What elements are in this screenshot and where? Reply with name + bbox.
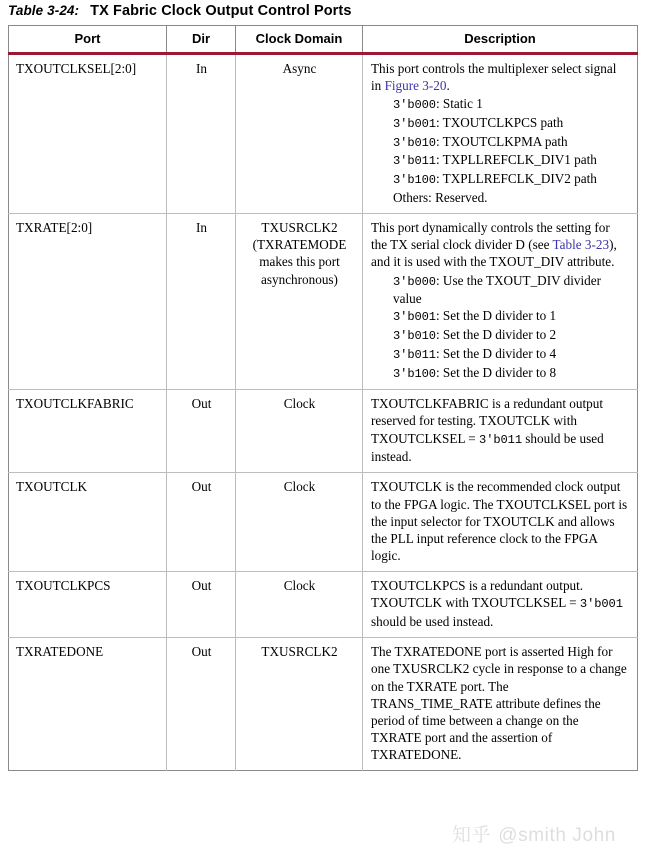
table-header-row bbox=[9, 26, 638, 54]
description-paragraph bbox=[371, 577, 628, 630]
description-paragraph bbox=[371, 219, 628, 270]
option-code-literal: 3'b000 bbox=[393, 98, 436, 113]
description-option-item bbox=[371, 95, 628, 114]
cell-clock-domain bbox=[236, 390, 363, 473]
clock-domain-name: Clock bbox=[283, 396, 316, 412]
cell-description bbox=[363, 638, 638, 771]
column-header-dir: Dir bbox=[167, 26, 236, 54]
description-paragraph bbox=[371, 478, 628, 564]
description-text: ), and it is used with the TXOUT_DIV attribute. bbox=[371, 237, 617, 270]
description-option-item bbox=[371, 170, 628, 189]
watermark bbox=[452, 820, 616, 847]
option-code-literal: 3'b010 bbox=[393, 329, 436, 344]
description-option-item bbox=[371, 114, 628, 133]
cell-clock-domain bbox=[236, 54, 363, 214]
cell-dir: Out bbox=[167, 473, 236, 572]
description-option-item bbox=[371, 364, 628, 383]
table-caption-label: Table 3-24: bbox=[8, 3, 80, 18]
description-text: . bbox=[446, 78, 450, 94]
cell-port: TXOUTCLKPCS bbox=[9, 572, 167, 638]
description-text: should be used instead. bbox=[371, 614, 494, 630]
description-text: This port dynamically controls the setting for the TX serial clock divider D (see bbox=[371, 220, 610, 253]
description-paragraph bbox=[371, 395, 628, 465]
cell-port: TXOUTCLK bbox=[9, 473, 167, 572]
clock-domain-name: Async bbox=[282, 61, 317, 76]
description-option-item bbox=[371, 307, 628, 326]
column-header-description: Description bbox=[363, 26, 638, 54]
description-option-item bbox=[371, 326, 628, 345]
table-row bbox=[9, 473, 638, 572]
option-code-literal: 3'b000 bbox=[393, 274, 436, 289]
cell-description bbox=[363, 214, 638, 390]
clock-domain-name: TXUSRCLK2 bbox=[261, 644, 338, 660]
option-code-literal: 3'b010 bbox=[393, 135, 436, 150]
cell-clock-domain bbox=[236, 214, 363, 390]
ports-table-container bbox=[8, 25, 637, 771]
cell-description bbox=[363, 54, 638, 214]
option-label: : Set the D divider to 8 bbox=[435, 364, 557, 380]
description-option-item bbox=[371, 151, 628, 170]
option-code-literal: 3'b100 bbox=[393, 366, 436, 381]
description-option-item bbox=[371, 189, 628, 206]
table-row bbox=[9, 390, 638, 473]
cell-dir: In bbox=[167, 214, 236, 390]
option-code-literal: 3'b011 bbox=[393, 347, 436, 362]
cell-description bbox=[363, 572, 638, 638]
clock-domain-note: (TXRATEMODE makes this port asynchronous) bbox=[252, 237, 347, 287]
description-code-literal: 3'b001 bbox=[579, 597, 623, 612]
ports-table bbox=[8, 25, 638, 771]
description-text: The TXRATEDONE port is asserted High for one TXUSRCLK2 cycle in response to a change on the TXRATE port. The TRANS_TIME_RATE attribute defines the period of time between a change on the TXRATE port and the assertion of TXRATEDONE. bbox=[371, 644, 627, 763]
option-label: : Static 1 bbox=[435, 96, 483, 112]
description-text: TXOUTCLKFABRIC is a redundant output reserved for testing. TXOUTCLK with TXOUTCLKSEL = bbox=[371, 396, 603, 446]
cell-port: TXOUTCLKSEL[2:0] bbox=[9, 54, 167, 214]
clock-domain-name: TXUSRCLK2 bbox=[261, 220, 338, 236]
column-header-clock-domain: Clock Domain bbox=[236, 26, 363, 54]
watermark-zhihu-logo: 知乎 bbox=[452, 825, 492, 846]
description-cross-reference-link[interactable]: Figure 3-20 bbox=[384, 78, 447, 94]
cell-clock-domain bbox=[236, 572, 363, 638]
description-option-item bbox=[371, 345, 628, 364]
description-code-literal: 3'b011 bbox=[479, 432, 522, 447]
watermark-handle: @smith John bbox=[498, 825, 616, 846]
table-row bbox=[9, 572, 638, 638]
table-row bbox=[9, 214, 638, 390]
table-caption bbox=[8, 2, 352, 20]
cell-dir: Out bbox=[167, 572, 236, 638]
cell-description bbox=[363, 390, 638, 473]
description-option-item bbox=[371, 133, 628, 152]
table-header bbox=[9, 26, 638, 54]
cell-port: TXOUTCLKFABRIC bbox=[9, 390, 167, 473]
option-label: : TXPLLREFCLK_DIV2 path bbox=[435, 171, 597, 187]
description-cross-reference-link[interactable]: Table 3-23 bbox=[552, 237, 610, 253]
cell-dir: Out bbox=[167, 638, 236, 771]
option-code-literal: 3'b100 bbox=[393, 173, 436, 188]
table-caption-title: TX Fabric Clock Output Control Ports bbox=[90, 3, 352, 19]
clock-domain-name: Clock bbox=[283, 479, 316, 495]
option-label: : Use the TXOUT_DIV divider value bbox=[393, 272, 602, 307]
cell-clock-domain bbox=[236, 473, 363, 572]
cell-dir: Out bbox=[167, 390, 236, 473]
option-code-literal: 3'b001 bbox=[393, 310, 436, 325]
description-paragraph bbox=[371, 643, 628, 763]
description-text: This port controls the multiplexer select signal in bbox=[371, 61, 617, 94]
option-label: : TXOUTCLKPCS path bbox=[435, 115, 564, 131]
cell-port: TXRATEDONE bbox=[9, 638, 167, 771]
table-row bbox=[9, 54, 638, 214]
column-header-port: Port bbox=[9, 26, 167, 54]
option-label: : TXOUTCLKPMA path bbox=[435, 133, 568, 149]
description-option-item bbox=[371, 272, 628, 308]
option-label: Others: Reserved. bbox=[393, 189, 488, 205]
option-label: : Set the D divider to 1 bbox=[435, 308, 557, 324]
option-label: : TXPLLREFCLK_DIV1 path bbox=[435, 152, 597, 168]
description-text: TXOUTCLK is the recommended clock output to the FPGA logic. The TXOUTCLKSEL port is the input selector for TXOUTCLK and allows the PLL input reference clock to the FPGA logic. bbox=[371, 479, 628, 564]
description-text: TXOUTCLKPCS is a redundant output. TXOUTCLK with TXOUTCLKSEL = bbox=[371, 578, 584, 611]
cell-port: TXRATE[2:0] bbox=[9, 214, 167, 390]
cell-dir: In bbox=[167, 54, 236, 214]
cell-description bbox=[363, 473, 638, 572]
option-label: : Set the D divider to 2 bbox=[435, 327, 557, 343]
table-row bbox=[9, 638, 638, 771]
option-code-literal: 3'b011 bbox=[393, 154, 436, 169]
description-text: should be used instead. bbox=[371, 430, 604, 465]
cell-clock-domain bbox=[236, 638, 363, 771]
description-paragraph bbox=[371, 60, 628, 94]
option-label: : Set the D divider to 4 bbox=[435, 345, 557, 361]
table-body bbox=[9, 54, 638, 771]
clock-domain-name: Clock bbox=[283, 578, 316, 594]
option-code-literal: 3'b001 bbox=[393, 117, 436, 132]
